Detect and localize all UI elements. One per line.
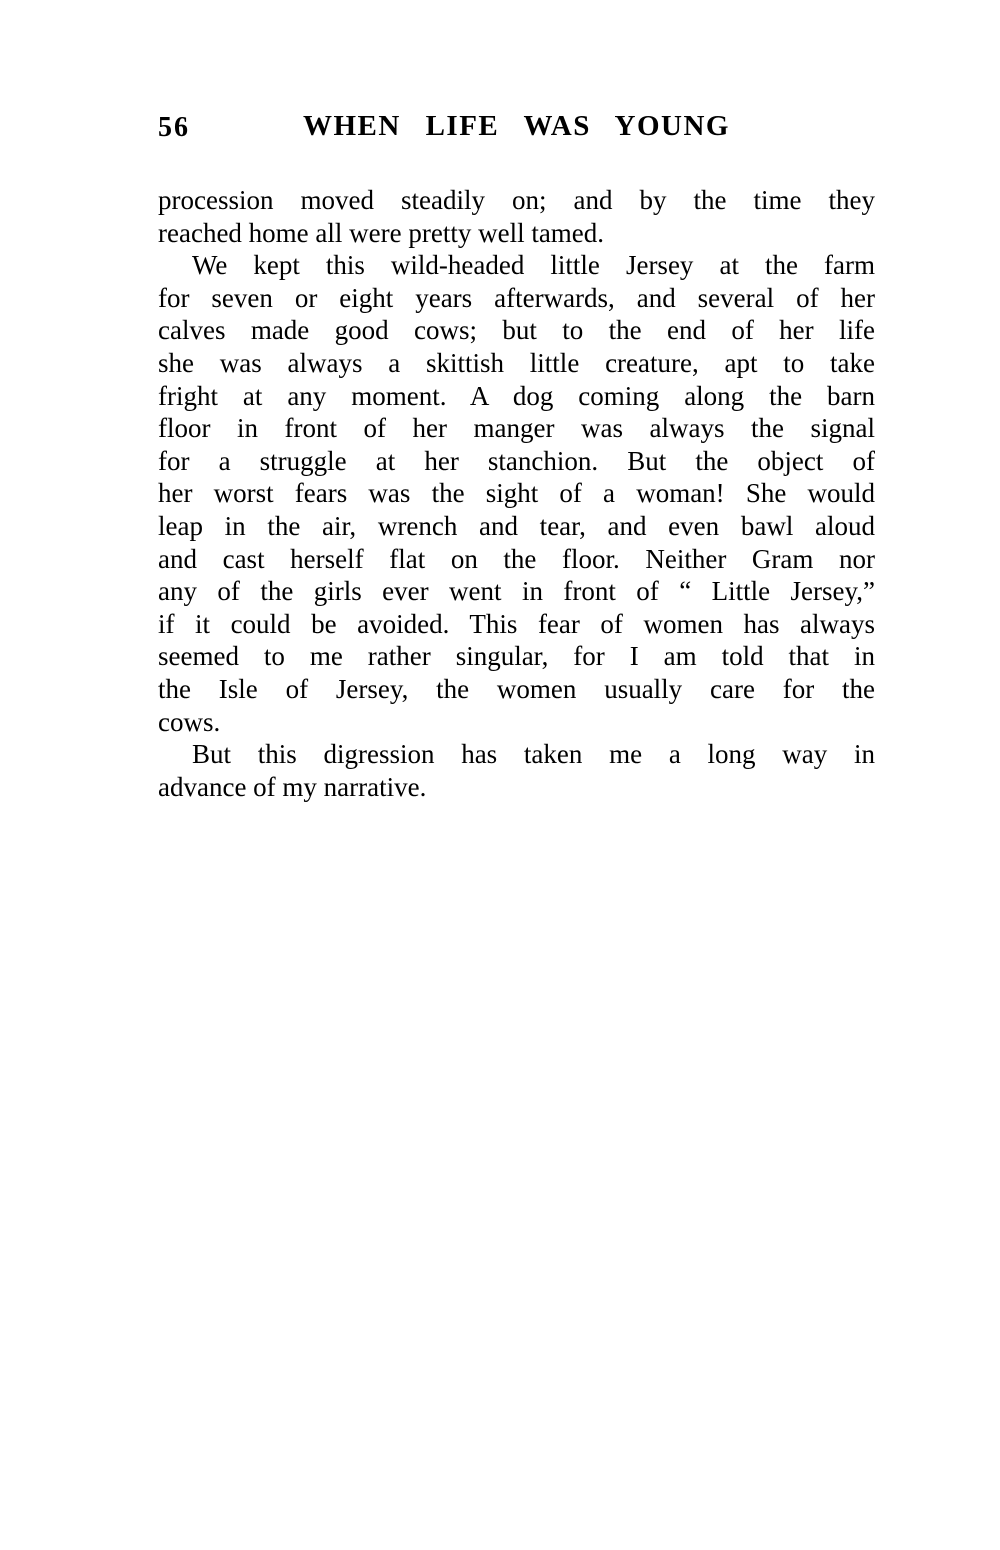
text-line: if it could be avoided. This fear of women has always (158, 608, 875, 639)
text-line: advance of my narrative. (158, 771, 427, 802)
text-line: for seven or eight years afterwards, and several of her (158, 282, 875, 313)
text-line: procession moved steadily on; and by the time they (158, 185, 875, 215)
running-title: WHEN LIFE WAS YOUNG (303, 110, 730, 142)
running-header (158, 110, 875, 146)
text-line: for a struggle at her stanchion. But the object of (158, 445, 875, 476)
text-line: cows. (158, 706, 221, 737)
text-line: any of the girls ever went in front of “ Little Jersey,” (158, 576, 875, 607)
text-line: We kept this wild-headed little Jersey at the farm (192, 250, 875, 281)
text-line: the Isle of Jersey, the women usually care for the (158, 673, 875, 704)
text-line: calves made good cows; but to the end of her life (158, 315, 875, 346)
text-line: floor in front of her manger was always the signal (158, 413, 875, 444)
text-line: reached home all were pretty well tamed. (158, 217, 605, 248)
text-line: leap in the air, wrench and tear, and even bawl aloud (158, 510, 875, 541)
text-line: But this digression has taken me a long way in (192, 739, 875, 770)
text-line: and cast herself flat on the floor. Neither Gram nor (158, 543, 875, 574)
text-line: her worst fears was the sight of a woman! She would (158, 478, 875, 509)
text-line: she was always a skittish little creature, apt to take (158, 347, 875, 378)
text-line: seemed to me rather singular, for I am told that in (158, 641, 875, 672)
text-line: fright at any moment. A dog coming along the barn (158, 380, 875, 411)
body-text (158, 184, 875, 803)
page-number: 56 (158, 112, 190, 143)
